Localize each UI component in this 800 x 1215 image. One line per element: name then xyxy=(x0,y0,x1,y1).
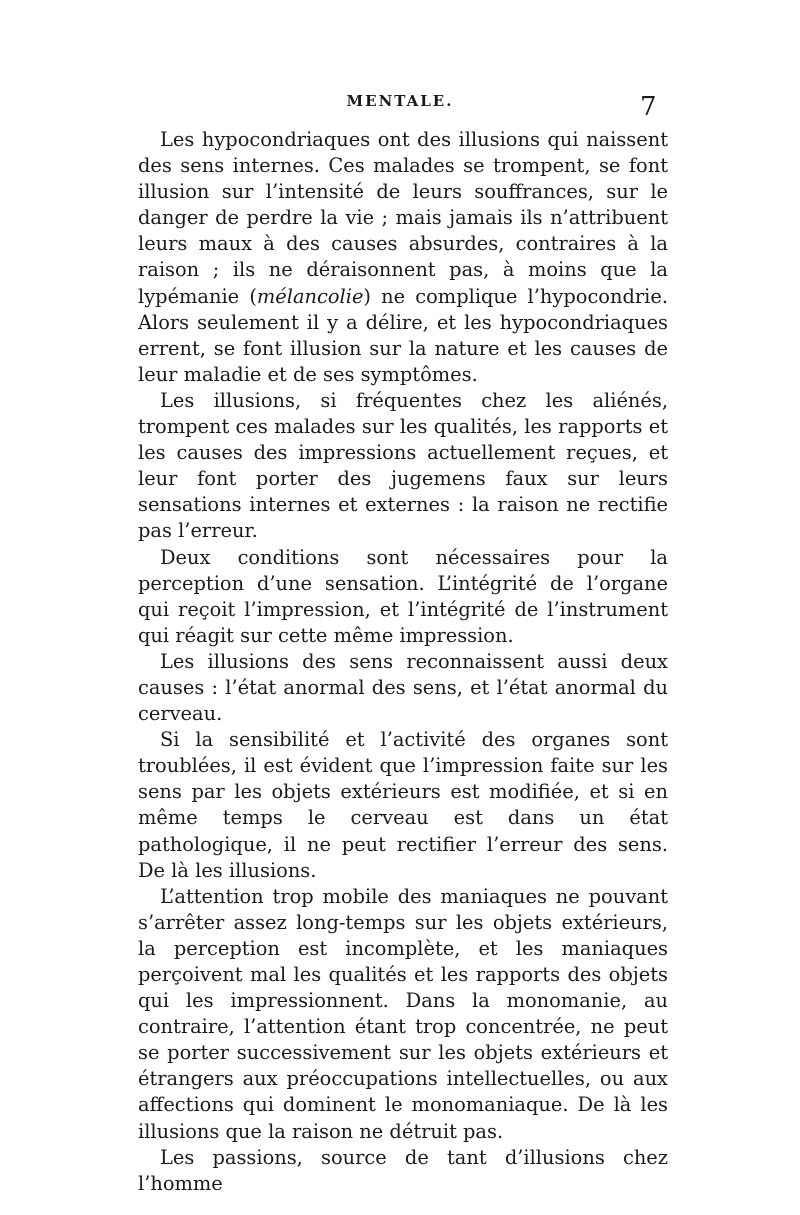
paragraph-4: Les illusions des sens reconnaissent aussi deux causes : l’état anormal des sens, et l’état anormal du cerveau. xyxy=(138,649,668,726)
running-title: MENTALE. xyxy=(346,92,454,110)
paragraph-1: Les hypocondriaques ont des illusions qui naissent des sens internes. Ces malades se trompent, se font illusion sur l’intensité de leurs souffrances, sur le danger de perdre la vie ; mais jamais ils n’attribuent leurs maux à des causes absurdes, contraires à la raison ; ils ne déraisonnent pas, à moins que la lypémanie (mélancolie) ne complique l’hypocondrie. Alors seulement il y a délire, et les hypocondriaques errent, se font illusion sur la nature et les causes de leur maladie et de ses symptômes. xyxy=(138,128,668,386)
emphasis-term: mélancolie xyxy=(256,284,364,308)
paragraph-2: Les illusions, si fréquentes chez les aliénés, trompent ces malades sur les qualités, les rapports et les causes des impressions actuellement reçues, et leur font porter des jugemens faux sur leurs sensations internes et externes : la raison ne rectifie pas l’erreur. xyxy=(138,388,668,543)
page-number: 7 xyxy=(640,92,657,122)
body-text xyxy=(138,127,668,1197)
paragraph-3: Deux conditions sont nécessaires pour la perception d’une sensation. L’intégrité de l’organe qui reçoit l’impression, et l’intégrité de l’instrument qui réagit sur cette même impression. xyxy=(138,545,668,647)
paragraph-7: Les passions, source de tant d’illusions chez l’homme xyxy=(138,1145,668,1195)
paragraph-6: L’attention trop mobile des maniaques ne pouvant s’arrêter assez long-temps sur les objets extérieurs, la perception est incomplète, et les maniaques perçoivent mal les qualités et les rapports des objets qui les impressionnent. Dans la monomanie, au contraire, l’attention étant trop concentrée, ne peut se porter successivement sur les objets extérieurs et étrangers aux préoccupations intellectuelles, ou aux affections qui dominent le monomaniaque. De là les illusions que la raison ne détruit pas. xyxy=(138,884,668,1143)
paragraph-5: Si la sensibilité et l’activité des organes sont troublées, il est évident que l’impression faite sur les sens par les objets extérieurs est modifiée, et si en même temps le cerveau est dans un état pathologique, il ne peut rectifier l’erreur des sens. De là les illusions. xyxy=(138,728,668,882)
